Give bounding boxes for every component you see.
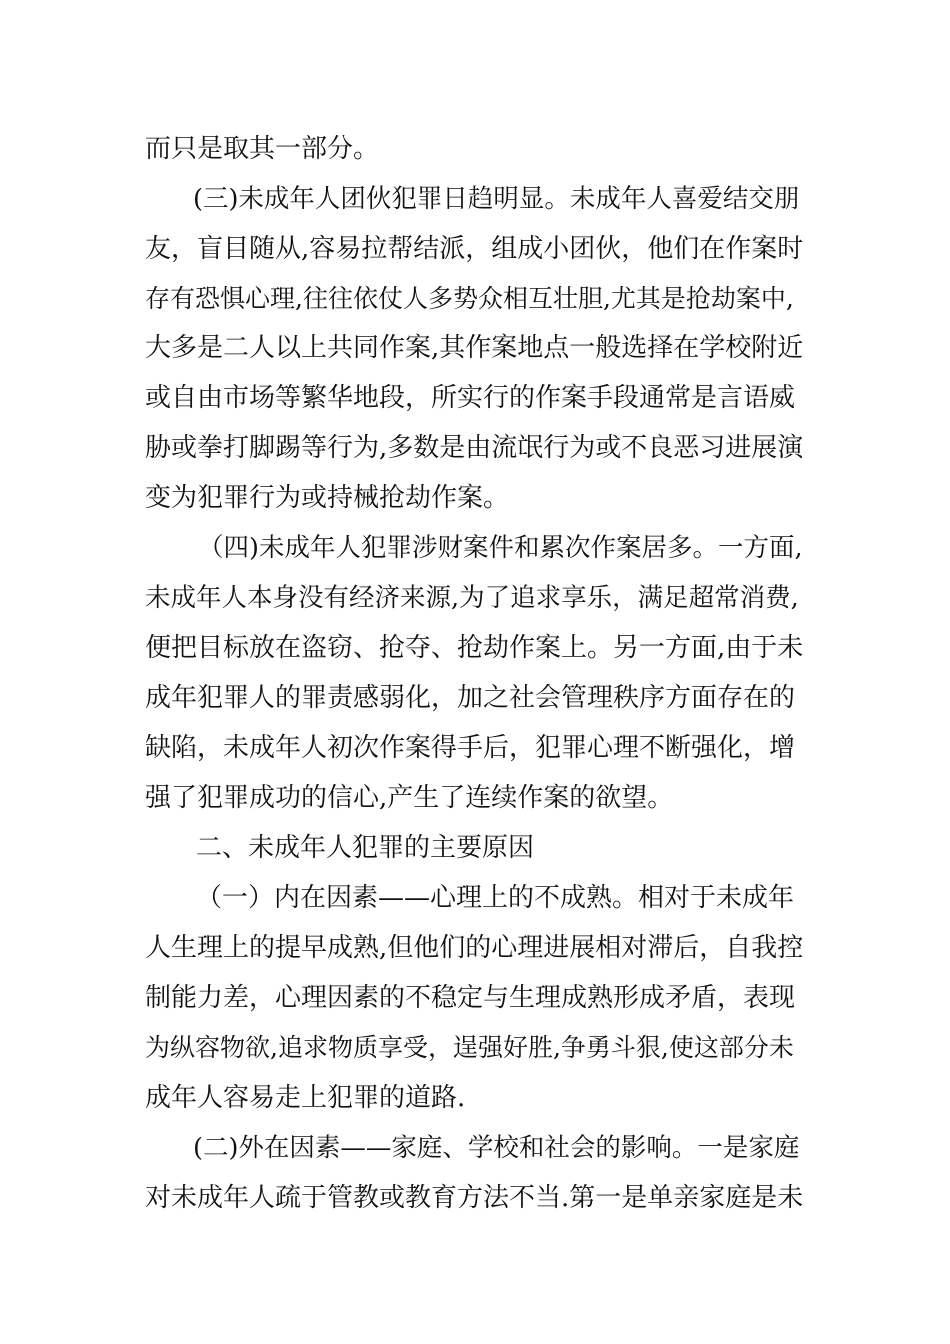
text-line: 成年人容易走上犯罪的道路. [145, 1083, 466, 1113]
text-line: 便把目标放在盗窃、抢夺、抢劫作案上。另一方面,由于未 [145, 633, 804, 663]
text-line: 人生理上的提早成熟,但他们的心理进展相对滞后，自我控 [145, 933, 804, 963]
text-line: (三)未成年人团伙犯罪日趋明显。未成年人喜爱结交朋 [193, 184, 800, 214]
text-line: 未成年人本身没有经济来源,为了追求享乐，满足超常消费, [145, 583, 799, 613]
text-line: 变为犯罪行为或持械抢劫作案。 [145, 483, 510, 513]
text-line: 而只是取其一部分。 [145, 134, 380, 164]
text-line: 强了犯罪成功的信心,产生了连续作案的欲望。 [145, 783, 674, 813]
text-line: （一）内在因素——心理上的不成熟。相对于未成年 [196, 883, 795, 913]
text-line: 大多是二人以上共同作案,其作案地点一般选择在学校附近 [145, 333, 804, 363]
section-heading: 二、未成年人犯罪的主要原因 [196, 833, 535, 863]
text-line: 成年犯罪人的罪责感弱化，加之社会管理秩序方面存在的 [145, 683, 796, 713]
text-line: （四)未成年人犯罪涉财案件和累次作案居多。一方面, [198, 533, 803, 563]
text-line: (二)外在因素——家庭、学校和社会的影响。一是家庭 [193, 1133, 800, 1163]
text-line: 胁或拳打脚踢等行为,多数是由流氓行为或不良恶习进展演 [145, 433, 804, 463]
text-line: 存有恐惧心理,往往依仗人多势众相互壮胆,尤其是抢劫案中, [145, 284, 794, 313]
text-line: 友，盲目随从,容易拉帮结派，组成小团伙，他们在作案时 [145, 234, 804, 264]
text-line: 或自由市场等繁华地段，所实行的作案手段通常是言语威 [145, 383, 796, 413]
text-line: 制能力差，心理因素的不稳定与生理成熟形成矛盾，表现 [145, 983, 796, 1013]
text-line: 对未成年人疏于管教或教育方法不当.第一是单亲家庭是未 [145, 1183, 804, 1213]
text-line: 缺陷，未成年人初次作案得手后，犯罪心理不断强化，增 [145, 733, 796, 763]
text-line: 为纵容物欲,追求物质享受，逞强好胜,争勇斗狠,使这部分未 [145, 1033, 794, 1062]
